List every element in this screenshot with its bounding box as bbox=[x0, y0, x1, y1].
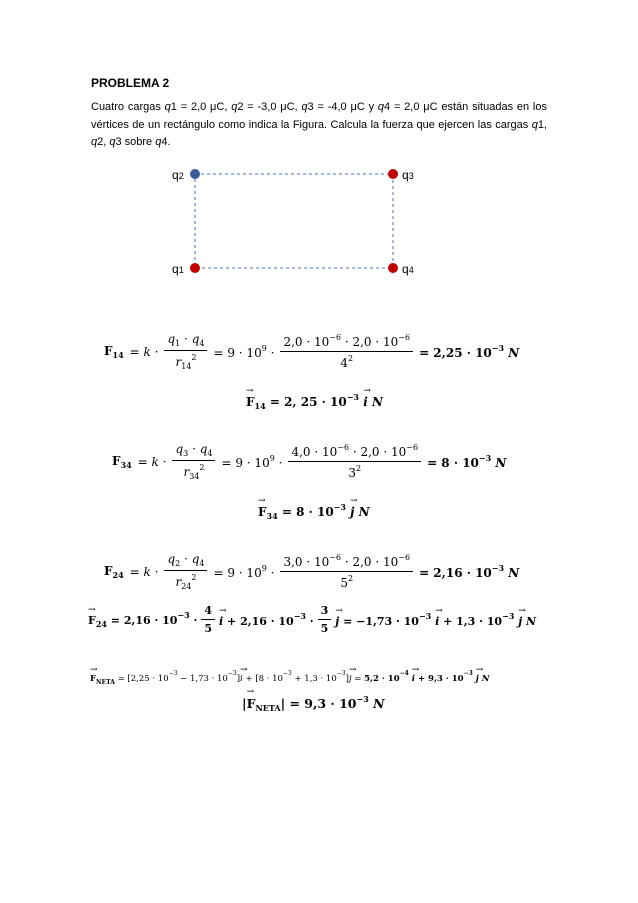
rectangle-dashed bbox=[195, 174, 393, 268]
label-q3: q3 bbox=[402, 168, 414, 182]
charge-q3-dot bbox=[388, 169, 398, 179]
vector-f14: → $F_{14} = 2$, $25 \cdot 10^{-3} \to i$ N bbox=[246, 392, 383, 411]
label-q1: q1 bbox=[172, 262, 184, 276]
charge-q1-dot bbox=[190, 263, 200, 273]
components-f24: → $F_{24} = 2,16 \cdot 10^{-3}$ · $\frac{4}{5}$ → $i + 2,16 \cdot 10^{-3}$ · $\frac{3}{5}$ → $j = -1,73 \cdot 10^{-3} \to i + 1,3 \cdot 10^{-3} \to j$ N bbox=[88, 604, 536, 635]
equation-f24: $F_{24}$ = k · $\frac{q_2 \cdot q_4}{r_{24}^2}$ = $9 \cdot 10^9$ · $\frac{3,0 \cdot 10^{-6} \cdot 2,0 \cdot 10^{-6}}{5^2}$ = $2,16 \cdot 10^{-3}$ N bbox=[104, 552, 520, 591]
problem-statement: Cuatro cargas q1 = 2,0 μC, q2 = -3,0 μC, q3 = -4,0 μC y q4 = 2,0 μC están situadas en los vértices de un rectángulo como indica la Figura. Calcula la fuerza que ejercen las cargas q1, q2, q3 sobre q4. bbox=[91, 101, 547, 148]
problem-title: PROBLEMA 2 bbox=[91, 76, 170, 90]
vector-f34: → $F_{34} = 8 \cdot 10^{-3} \to j$ N bbox=[258, 502, 370, 521]
label-q2: q2 bbox=[172, 168, 184, 182]
net-force-magnitude: |→ $F_{NETA}| = 9,3 \cdot 10^{-3}$ N bbox=[242, 694, 385, 713]
equation-f34: $F_{34}$ = k · $\frac{q_3 \cdot q_4}{r_{34}^2}$ = $9 \cdot 10^9$ · $\frac{4,0 \cdot 10^{-6} \cdot 2,0 \cdot 10^{-6}}{3^2}$ = $8 \cdot 10^{-3}$ N bbox=[112, 442, 507, 481]
charge-q4-dot bbox=[388, 263, 398, 273]
net-force-line: → $F_{NETA} = [2,25 \cdot 10^{-3} - 1,73 \cdot 10^{-3}]\to i + [8 \cdot 10^{-3} + 1,3 \cdot 10^{-3}]\to j = 5,2 \cdot 10^{-4} \to i + 9,3 \cdot 10^{-3} \to j$ N bbox=[90, 670, 490, 686]
charge-q2-dot bbox=[190, 169, 200, 179]
label-q4: q4 bbox=[402, 262, 414, 276]
equation-f14: $F_{14}$ = k · $\frac{q_1 \cdot q_4}{r_{14}^2}$ = $9 \cdot 10^9$ · $\frac{2,0 \cdot 10^{-6} \cdot 2,0 \cdot 10^{-6}}{4^2}$ = $2,25 \cdot 10^{-3}$ N bbox=[104, 332, 520, 371]
